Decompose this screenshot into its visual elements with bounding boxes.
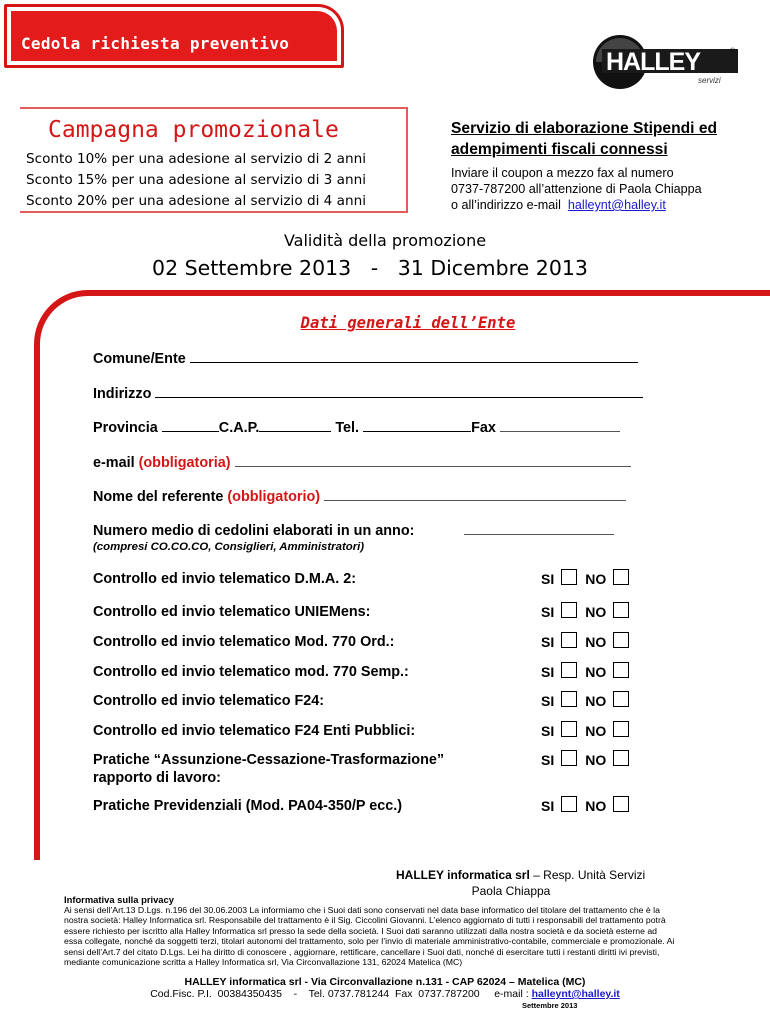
yes-label: SI — [541, 752, 555, 768]
promo-title: Campagna promozionale — [48, 117, 339, 143]
promo-line: Sconto 15% per una adesione al servizio di 3 anni — [26, 172, 366, 188]
yes-label: SI — [541, 664, 555, 680]
service-email-link[interactable]: halleynt@halley.it — [567, 198, 666, 212]
cedolini-label: Numero medio di cedolini elaborati in un anno: — [93, 523, 415, 539]
service-line: 0737-787200 all’attenzione di Paola Chiappa — [451, 182, 702, 196]
question-dma2: Controllo ed invio telematico D.M.A. 2: — [93, 571, 357, 587]
responsible-role: – Resp. Unità Servizi — [529, 868, 646, 882]
logo-registered-mark: ® — [730, 48, 736, 55]
yes-checkbox[interactable] — [561, 691, 577, 707]
referente-field[interactable] — [324, 489, 626, 501]
no-checkbox[interactable] — [613, 750, 629, 766]
no-label: NO — [585, 634, 607, 650]
tel-label: Tel. — [335, 420, 360, 436]
company-name: HALLEY informatica srl — [396, 868, 530, 882]
yes-checkbox[interactable] — [561, 569, 577, 585]
yes-no-assunzione — [541, 750, 629, 768]
question-f24: Controllo ed invio telematico F24: — [93, 693, 325, 709]
footer-contacts — [0, 988, 770, 1000]
yes-no-previdenziali — [541, 796, 629, 814]
indirizzo-field[interactable] — [155, 386, 643, 398]
responsible-block — [396, 867, 696, 899]
validity-label: Validità della promozione — [283, 231, 487, 250]
provincia-row — [93, 420, 620, 436]
promo-line: Sconto 10% per una adesione al servizio di 2 anni — [26, 151, 366, 167]
question-uniemens: Controllo ed invio telematico UNIEMens: — [93, 604, 371, 620]
tel-field[interactable] — [363, 420, 471, 432]
no-checkbox[interactable] — [613, 569, 629, 585]
comune-field[interactable] — [190, 351, 638, 363]
validity-dates: 02 Settembre 2013 - 31 Dicembre 2013 — [152, 256, 588, 280]
yes-label: SI — [541, 798, 555, 814]
provincia-label: Provincia — [93, 420, 158, 436]
yes-no-dma2 — [541, 569, 629, 587]
comune-label: Comune/Ente — [93, 351, 186, 367]
service-line: Inviare il coupon a mezzo fax al numero — [451, 166, 674, 180]
yes-checkbox[interactable] — [561, 796, 577, 812]
privacy-text: Ai sensi dell’Art.13 D.Lgs. n.196 del 30.06.2003 La informiamo che i Suoi dati sono conservati nel data base informatico del titolare del trattamento che è la nostra società: Halley Informatica srl. Responsabile del trattamento è il Sig. Ciccolini Giovanni. L’elenco aggiornato di tutti i responsabili del trattamento potrà essere richiesto per iscritto alla Halley Informatica srl presso la sede della società. I Suoi dati saranno utilizzati dalla nostra società e da società esterne ad essa collegate, nonché da soggetti terzi, titolari autonomi del trattamento, solo per l’invio di materiale amministrativo-contabile, commerciale e promozionale. Ai sensi dell’Art.7 del citato D.Lgs. Lei ha diritto di conoscere , aggiornare, rettificare, cancellare i Suoi dati, nonché di esercitare tutti i restanti diritti ivi previsti, mediante comunicazione scritta a Halley Informatica srl, Via Circonvallazione 131, 62024 Matelica (MC) — [64, 905, 675, 968]
email-label: e-mail — [93, 455, 135, 471]
email-field[interactable] — [235, 455, 631, 467]
yes-checkbox[interactable] — [561, 662, 577, 678]
responsible-name: Paola Chiappa — [471, 884, 551, 898]
yes-no-770-ord — [541, 632, 629, 650]
provincia-field[interactable] — [162, 420, 219, 432]
yes-checkbox[interactable] — [561, 632, 577, 648]
promo-box — [20, 107, 408, 213]
form-title: Dati generali dell’Ente — [300, 314, 516, 332]
no-label: NO — [585, 798, 607, 814]
yes-label: SI — [541, 723, 555, 739]
cap-field[interactable] — [259, 420, 331, 432]
email-row — [93, 455, 631, 471]
yes-no-f24 — [541, 691, 629, 709]
email-required: (obbligatoria) — [138, 455, 231, 471]
no-checkbox[interactable] — [613, 602, 629, 618]
no-label: NO — [585, 604, 607, 620]
yes-checkbox[interactable] — [561, 721, 577, 737]
yes-label: SI — [541, 571, 555, 587]
banner-title: Cedola richiesta preventivo — [21, 34, 290, 53]
service-instructions — [451, 165, 751, 213]
yes-checkbox[interactable] — [561, 602, 577, 618]
no-checkbox[interactable] — [613, 721, 629, 737]
cedolini-row — [93, 523, 614, 539]
privacy-title: Informativa sulla privacy — [64, 894, 174, 905]
footer-date: Settembre 2013 — [522, 1001, 578, 1010]
footer-address: HALLEY informatica srl - Via Circonvallazione n.131 - CAP 62024 – Matelica (MC) — [184, 976, 586, 988]
indirizzo-row — [93, 386, 643, 402]
referente-row — [93, 489, 626, 505]
footer-email-link[interactable]: halleynt@halley.it — [531, 988, 620, 1000]
question-previdenziali: Pratiche Previdenziali (Mod. PA04-350/P ecc.) — [93, 798, 402, 814]
cap-label: C.A.P. — [218, 420, 260, 436]
cedolini-note: (compresi CO.CO.CO, Consiglieri, Amministratori) — [93, 541, 365, 553]
halley-logo — [590, 34, 740, 90]
yes-checkbox[interactable] — [561, 750, 577, 766]
yes-no-uniemens — [541, 602, 629, 620]
no-label: NO — [585, 693, 607, 709]
question-f24-enti: Controllo ed invio telematico F24 Enti Pubblici: — [93, 723, 416, 739]
question-assunzione: Pratiche “Assunzione-Cessazione-Trasformazione” rapporto di lavoro: — [93, 752, 445, 786]
comune-row — [93, 351, 638, 367]
yes-label: SI — [541, 604, 555, 620]
question-770-ord: Controllo ed invio telematico Mod. 770 Ord.: — [93, 634, 395, 650]
fax-label: Fax — [471, 420, 496, 436]
yes-no-770-semp — [541, 662, 629, 680]
cedolini-field[interactable] — [464, 523, 614, 535]
yes-label: SI — [541, 634, 555, 650]
no-checkbox[interactable] — [613, 662, 629, 678]
fax-field[interactable] — [500, 420, 620, 432]
no-checkbox[interactable] — [613, 691, 629, 707]
promo-line: Sconto 20% per una adesione al servizio di 4 anni — [26, 193, 366, 209]
yes-label: SI — [541, 693, 555, 709]
no-label: NO — [585, 571, 607, 587]
service-email-prefix: o all’indirizzo e-mail — [451, 198, 561, 212]
logo-text: HALLEY — [606, 48, 700, 76]
logo-subtitle: servizi — [698, 76, 721, 85]
indirizzo-label: Indirizzo — [93, 386, 152, 402]
service-title: Servizio di elaborazione Stipendi ed adempimenti fiscali connessi — [451, 120, 718, 158]
referente-label: Nome del referente — [93, 489, 224, 505]
service-line — [451, 197, 751, 213]
question-770-semp: Controllo ed invio telematico mod. 770 Semp.: — [93, 664, 409, 680]
no-label: NO — [585, 664, 607, 680]
no-checkbox[interactable] — [613, 796, 629, 812]
no-checkbox[interactable] — [613, 632, 629, 648]
yes-no-f24-enti — [541, 721, 629, 739]
header-banner — [4, 4, 344, 68]
footer-contacts-text: Cod.Fisc. P.I. 00384350435 - Tel. 0737.781244 Fax 0737.787200 e-mail : — [150, 988, 529, 1000]
no-label: NO — [585, 752, 607, 768]
no-label: NO — [585, 723, 607, 739]
referente-required: (obbligatorio) — [227, 489, 321, 505]
